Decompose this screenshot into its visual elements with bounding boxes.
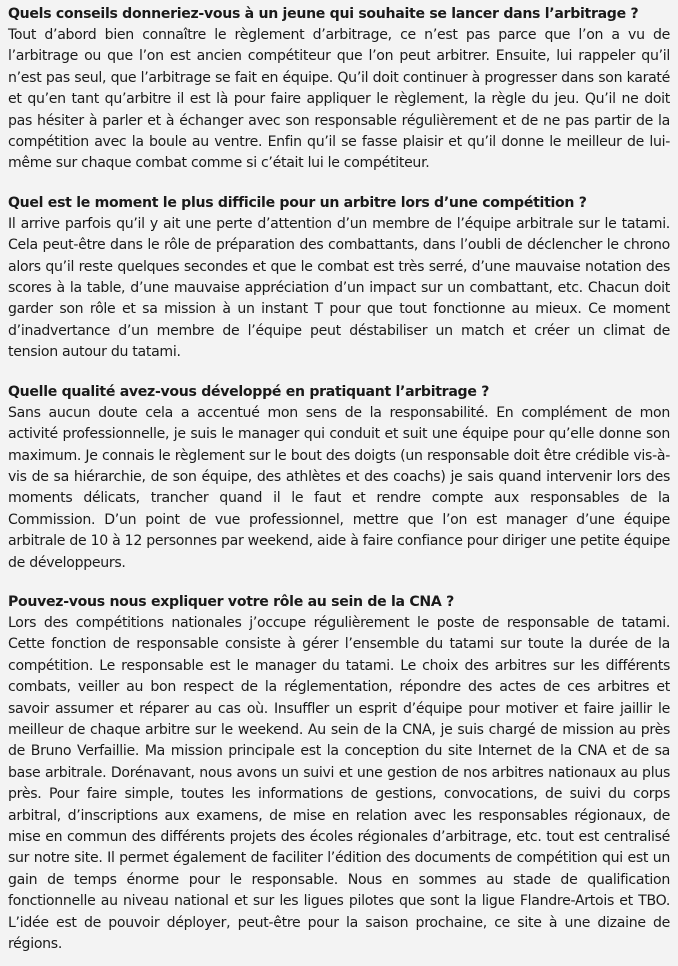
question-heading: Quelle qualité avez-vous développé en pratiquant l’arbitrage ?: [8, 383, 490, 400]
question-heading: Pouvez-vous nous expliquer votre rôle au sein de la CNA ?: [8, 593, 454, 610]
question-heading: Quel est le moment le plus difficile pour un arbitre lors d’une compétition ?: [8, 194, 587, 211]
answer-paragraph: Il arrive parfois qu’il y ait une perte d’attention d’un membre de l’équipe arbitrale sur le tatami. Cela peut-être dans le rôle de préparation des combattants, dans l’oubli de déclencher le chrono alors qu’il reste quelques secondes et que le combat est très serré, d’une mauvaise notation des scores à la table, d’une mauvaise appréciation d’un impact sur un combattant, etc. Chacun doit garder son rôle et sa mission à un instant T pour que tout fonctionne au mieux. Ce moment d’inadvertance d’un membre de l’équipe peut déstabiliser un match et créer un climat de tension autour du tatami.: [8, 215, 670, 361]
question-heading: Quels conseils donneriez-vous à un jeune qui souhaite se lancer dans l’arbitrage ?: [8, 6, 639, 22]
answer-paragraph: Tout d’abord bien connaître le règlement d’arbitrage, ce n’est pas parce que l’on a vu de l’arbitrage ou que l’on est ancien compétiteur que l’on peut arbitrer. Ensuite, lui rappeler qu’il n’est pas seul, que l’arbitrage se fait en équipe. Qu’il doit continuer à progresser dans son karaté et qu’en tant qu’arbitre il est là pour faire appliquer le règlement, la règle du jeu. Qu’il ne doit pas hésiter à parler et à échanger avec son responsable régulièrement et de ne pas partir de la compétition avec la boule au ventre. Enfin qu’il se fasse plaisir et qu’il donne le meilleur de lui-même sur chaque combat comme si c’était lui le compétiteur.: [8, 27, 670, 172]
answer-paragraph: Lors des compétitions nationales j’occupe régulièrement le poste de responsable de tatami. Cette fonction de responsable consiste à gérer l’ensemble du tatami sur toute la durée de la compétition. Le responsable est le manager du tatami. Le choix des arbitres sur les différents combats, veiller au bon respect de la réglementation, répondre des actes de ces arbitres et savoir assumer et réparer au cas où. Insuffler un esprit d’équipe pour motiver et faire jaillir le meilleur de chaque arbitre sur le weekend. Au sein de la CNA, je suis chargé de mission au près de Bruno Verfaillie. Ma mission principale est la conception du site Internet de la CNA et de sa base arbitrale. Dorénavant, nous avons un suivi et une gestion de nos arbitres nationaux au plus près. Pour faire simple, toutes les informations de gestions, convocations, de suivi du corps arbitral, d’inscriptions aux examens, de mise en relation avec les responsables régionaux, de mise en commun des différents projets des écoles régionales d’arbitrage, etc. tout est centralisé sur notre site. Il permet également de faciliter l’édition des documents de compétition qui est un gain de temps énorme pour le responsable. Nous en sommes au stade de qualification fonctionnelle au niveau national et sur les ligues pilotes que sont la ligue Flandre-Artois et TBO. L’idée est de pouvoir déployer, peut-être pour la saison prochaine, ce site à une dizaine de régions.: [8, 614, 670, 953]
qa-section-difficult-moment: [8, 192, 670, 364]
qa-section-advice: [8, 3, 670, 175]
qa-section-cna-role: [8, 591, 670, 956]
qa-section-quality: [8, 381, 670, 574]
answer-paragraph: Sans aucun doute cela a accentué mon sens de la responsabilité. En complément de mon activité professionnelle, je suis le manager qui conduit et suit une équipe pour qu’elle donne son maximum. Je connais le règlement sur le bout des doigts (un responsable doit être crédible vis-à-vis de sa hiérarchie, de son équipe, des athlètes et des coachs) je sais quand intervenir lors des moments délicats, trancher quand il le faut et rendre compte aux responsables de la Commission. D’un point de vue professionnel, mettre que l’on est manager d’une équipe arbitrale de 10 à 12 personnes par weekend, aide à faire confiance pour diriger une petite équipe de développeurs.: [8, 404, 670, 571]
